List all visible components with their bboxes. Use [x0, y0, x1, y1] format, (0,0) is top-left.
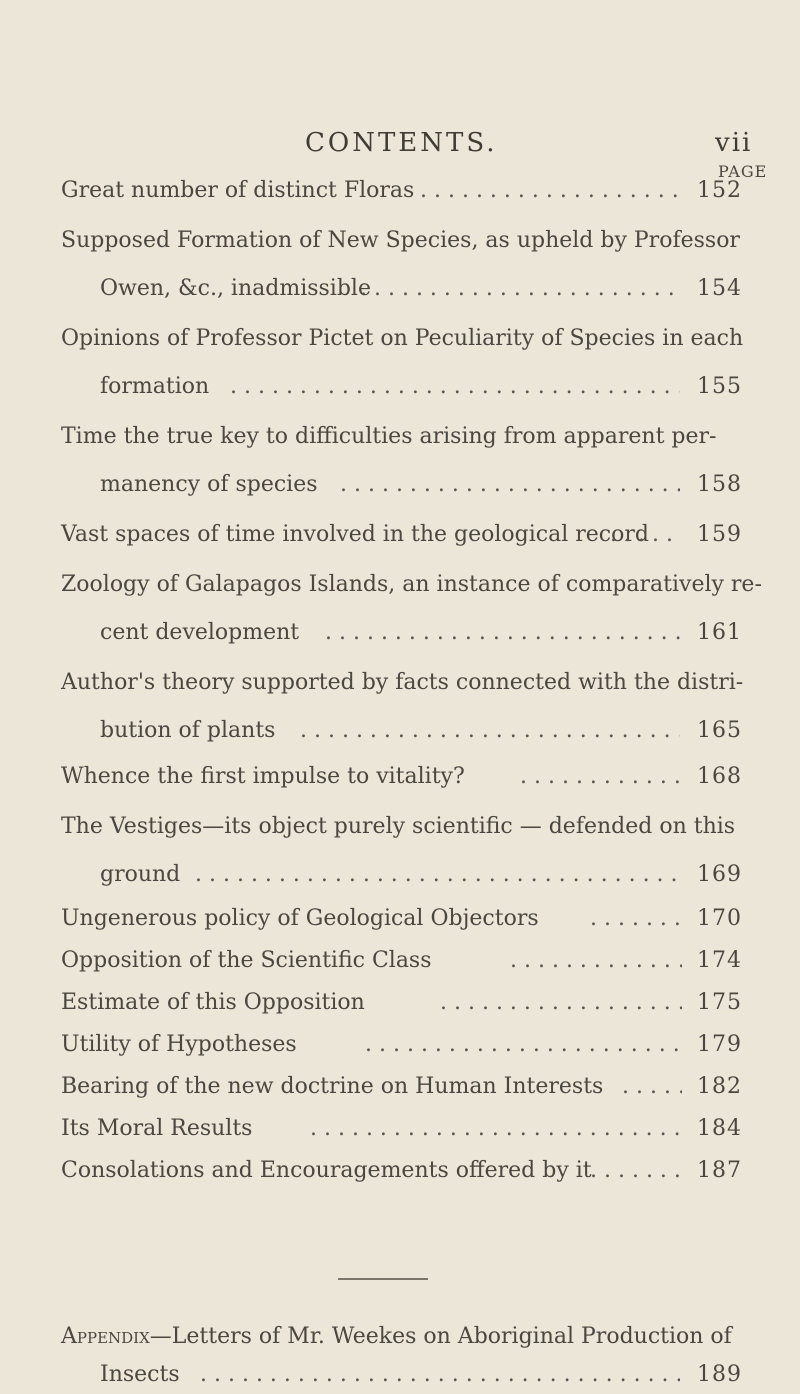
entry-page: 187 — [697, 1158, 742, 1183]
toc-entry — [0, 906, 800, 938]
toc-entry-continuation — [0, 862, 800, 894]
entry-page: 169 — [697, 862, 742, 887]
entry-title: Author's theory supported by facts connected with the distri- — [61, 670, 744, 695]
entry-page: 179 — [697, 1032, 742, 1057]
entry-title: Supposed Formation of New Species, as upheld by Professor — [61, 228, 740, 253]
toc-entry — [0, 326, 800, 358]
dot-leader — [365, 1032, 682, 1057]
appendix-title — [61, 1324, 732, 1349]
dot-leader — [510, 948, 682, 973]
entry-page: 174 — [697, 948, 742, 973]
entry-title: Opposition of the Scientific Class — [61, 948, 432, 973]
dot-leader — [520, 764, 682, 789]
appendix-title-text: —Letters of Mr. Weekes on Aboriginal Production of — [149, 1324, 732, 1349]
entry-page: 168 — [697, 764, 742, 789]
toc-entry-continuation — [0, 718, 800, 750]
toc-entry — [0, 522, 800, 554]
entry-title: The Vestiges—its object purely scientific — defended on this — [61, 814, 736, 839]
appendix-label: Appendix — [61, 1324, 150, 1349]
dot-leader — [325, 620, 680, 645]
entry-page: 158 — [697, 472, 742, 497]
page-title: CONTENTS. — [305, 128, 498, 158]
running-head — [0, 128, 800, 158]
toc-entry — [0, 1074, 800, 1106]
toc-entry-continuation — [0, 276, 800, 308]
dot-leader — [310, 1116, 682, 1141]
dot-leader — [622, 1074, 682, 1099]
dot-leader — [420, 178, 680, 203]
entry-title: Utility of Hypotheses — [61, 1032, 297, 1057]
dot-leader — [300, 718, 680, 743]
entry-page: 152 — [697, 178, 742, 203]
entry-title: Bearing of the new doctrine on Human Interests — [61, 1074, 604, 1099]
dot-leader — [200, 1362, 680, 1387]
entry-page: 155 — [697, 374, 742, 399]
dot-leader — [360, 276, 680, 301]
entry-page: 182 — [697, 1074, 742, 1099]
entry-title: Consolations and Encouragements offered by it — [61, 1158, 592, 1183]
entry-page: 161 — [697, 620, 742, 645]
entry-title: Time the true key to difficulties arising from apparent per- — [61, 424, 717, 449]
entry-title: Ungenerous policy of Geological Objectors — [61, 906, 539, 931]
toc-entry — [0, 814, 800, 846]
toc-entry — [0, 178, 800, 210]
entry-page: 159 — [697, 522, 742, 547]
entry-title-cont: formation — [100, 374, 210, 399]
toc-entry — [0, 1032, 800, 1064]
entry-page: 154 — [697, 276, 742, 301]
entry-page: 175 — [697, 990, 742, 1015]
toc-entry — [0, 948, 800, 980]
entry-title: Vast spaces of time involved in the geological record — [61, 522, 649, 547]
dot-leader — [610, 522, 682, 547]
entry-title-cont: ground — [100, 862, 181, 887]
toc-entry — [0, 990, 800, 1022]
toc-entry-continuation — [0, 472, 800, 504]
entry-title-cont: Owen, &c., inadmissible — [100, 276, 371, 301]
entry-title: Whence the first impulse to vitality? — [61, 764, 465, 789]
appendix-page: 189 — [697, 1362, 742, 1387]
entry-page: 165 — [697, 718, 742, 743]
dot-leader — [230, 374, 680, 399]
entry-title: Its Moral Results — [61, 1116, 253, 1141]
appendix-entry — [0, 1324, 800, 1356]
entry-title: Opinions of Professor Pictet on Peculiarity of Species in each — [61, 326, 744, 351]
entry-title: Zoology of Galapagos Islands, an instance of comparatively re- — [61, 572, 762, 597]
dot-leader — [590, 1158, 682, 1183]
toc-entry-continuation — [0, 620, 800, 652]
page-folio: vii — [715, 128, 753, 158]
entry-title: Estimate of this Opposition — [61, 990, 365, 1015]
toc-entry — [0, 572, 800, 604]
entry-page: 170 — [697, 906, 742, 931]
entry-page: 184 — [697, 1116, 742, 1141]
toc-entry — [0, 228, 800, 260]
toc-entry — [0, 764, 800, 796]
dot-leader — [440, 990, 682, 1015]
appendix-title-cont: Insects — [100, 1362, 180, 1387]
entry-title-cont: manency of species — [100, 472, 318, 497]
toc-entry-continuation — [0, 374, 800, 406]
toc-entry — [0, 670, 800, 702]
entry-title: Great number of distinct Floras — [61, 178, 415, 203]
toc-entry — [0, 424, 800, 456]
entry-title-cont: cent development — [100, 620, 300, 645]
dot-leader — [590, 906, 682, 931]
entry-title-cont: bution of plants — [100, 718, 276, 743]
toc-entry — [0, 1116, 800, 1148]
dot-leader — [195, 862, 680, 887]
appendix-entry-continuation — [0, 1362, 800, 1394]
dot-leader — [340, 472, 680, 497]
section-divider — [338, 1278, 428, 1280]
page-column-label: PAGE — [718, 162, 768, 181]
toc-entry — [0, 1158, 800, 1190]
